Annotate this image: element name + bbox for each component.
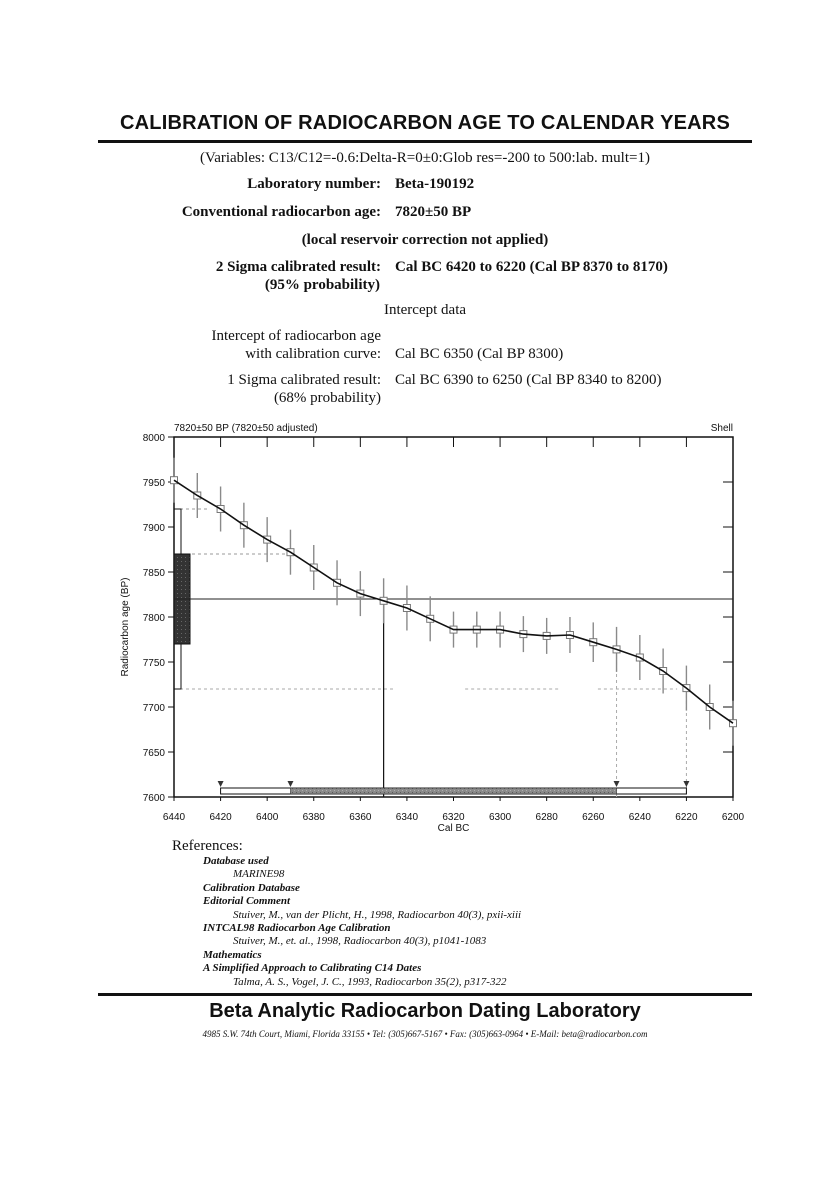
- conv-age-row: [0, 204, 827, 224]
- sigma2-row: [0, 259, 827, 299]
- intercept-label-1: Intercept of radiocarbon age: [211, 328, 381, 344]
- sigma1-prob: (68% probability): [273, 390, 381, 406]
- reference-heading: Database used: [203, 855, 269, 867]
- reference-citation: Stuiver, M., van der Plicht, H., 1998, Radiocarbon 40(3), pxii-xiii: [233, 908, 522, 921]
- intercept-value: Cal BC 6350 (Cal BP 8300): [395, 346, 564, 362]
- reference-heading: INTCAL98 Radiocarbon Age Calibration: [203, 922, 391, 934]
- reference-heading: Mathematics: [203, 948, 262, 961]
- y-tick-label: 8000: [142, 433, 165, 444]
- chart-corner-label: Shell: [710, 423, 733, 434]
- sigma2-prob: (95% probability): [264, 277, 380, 293]
- y-tick-label: 7750: [142, 658, 165, 669]
- sigma1-value: Cal BC 6390 to 6250 (Cal BP 8340 to 8200): [395, 372, 662, 388]
- calibration-curve: [174, 480, 733, 723]
- intercept-label-2: with calibration curve:: [245, 346, 381, 362]
- range-marker: [683, 781, 689, 787]
- sigma2-value: Cal BC 6420 to 6220 (Cal BP 8370 to 8170): [395, 259, 668, 275]
- x-axis-label: Cal BC: [437, 823, 470, 834]
- reservoir-note: (local reservoir correction not applied): [301, 232, 549, 248]
- conv-age-label: Conventional radiocarbon age:: [181, 204, 381, 220]
- sigma1-label: 1 Sigma calibrated result:: [227, 372, 381, 388]
- range-marker: [614, 781, 620, 787]
- sigma2-label: 2 Sigma calibrated result:: [215, 259, 381, 275]
- y-tick-label: 7600: [142, 793, 165, 804]
- intercept-heading: Intercept data: [383, 302, 467, 318]
- x-tick-label: 6320: [442, 812, 465, 823]
- x-tick-label: 6300: [488, 812, 512, 823]
- x-tick-label: 6360: [349, 812, 372, 823]
- conv-age-value: 7820±50 BP: [395, 204, 472, 220]
- y-tick-label: 7900: [142, 523, 165, 534]
- y-axis-label: Radiocarbon age (BP): [120, 577, 131, 677]
- lab-number-label: Laboratory number:: [247, 176, 381, 192]
- x-tick-label: 6220: [675, 812, 698, 823]
- reference-heading: A Simplified Approach to Calibrating C14 Dates: [203, 962, 422, 975]
- lab-number-row: [0, 176, 827, 196]
- x-tick-label: 6440: [162, 812, 186, 823]
- x-tick-label: 6240: [628, 812, 651, 823]
- range-marker: [287, 781, 293, 787]
- x-tick-label: 6200: [721, 812, 745, 823]
- reference-heading: Calibration Database: [203, 881, 300, 894]
- references-heading: References:: [172, 838, 243, 854]
- reference-citation: Talma, A. S., Vogel, J. C., 1993, Radiocarbon 35(2), p317-322: [233, 975, 507, 988]
- sigma1-row: [0, 372, 827, 412]
- reference-citation: Stuiver, M., et. al., 1998, Radiocarbon 40(3), p1041-1083: [233, 935, 487, 948]
- lab-name: Beta Analytic Radiocarbon Dating Laboratory: [209, 1000, 641, 1022]
- y-tick-label: 7650: [142, 748, 165, 759]
- reference-citation: MARINE98: [233, 868, 285, 881]
- reference-heading: Editorial Comment: [203, 895, 291, 908]
- x-tick-label: 6380: [302, 812, 325, 823]
- y-tick-label: 7950: [142, 478, 165, 489]
- y-tick-label: 7700: [142, 703, 165, 714]
- y-tick-label: 7850: [142, 568, 165, 579]
- page-title: CALIBRATION OF RADIOCARBON AGE TO CALENDAR YEARS: [120, 112, 730, 134]
- references: [172, 838, 243, 855]
- variables-line: (Variables: C13/C12=-0.6:Delta-R=0±0:Glob res=-200 to 500:lab. mult=1): [200, 150, 650, 166]
- calibration-chart: [0, 415, 827, 840]
- intercept-row: [0, 328, 827, 368]
- x-tick-label: 6420: [209, 812, 232, 823]
- x-tick-label: 6260: [582, 812, 605, 823]
- lab-number-value: Beta-190192: [395, 176, 475, 192]
- range-marker: [218, 781, 224, 787]
- x-tick-label: 6340: [395, 812, 419, 823]
- one-sigma-cal-bar: [290, 788, 616, 794]
- x-tick-label: 6400: [256, 812, 279, 823]
- x-tick-label: 6280: [535, 812, 558, 823]
- chart-title: 7820±50 BP (7820±50 adjusted): [174, 423, 318, 434]
- top-rule: [98, 140, 752, 143]
- y-tick-label: 7800: [142, 613, 165, 624]
- lab-address: 4985 S.W. 74th Court, Miami, Florida 33155 • Tel: (305)667-5167 • Fax: (305)663-0964 • E-Mail: beta@radiocarbon.com: [202, 1029, 648, 1039]
- bottom-rule: [98, 993, 752, 996]
